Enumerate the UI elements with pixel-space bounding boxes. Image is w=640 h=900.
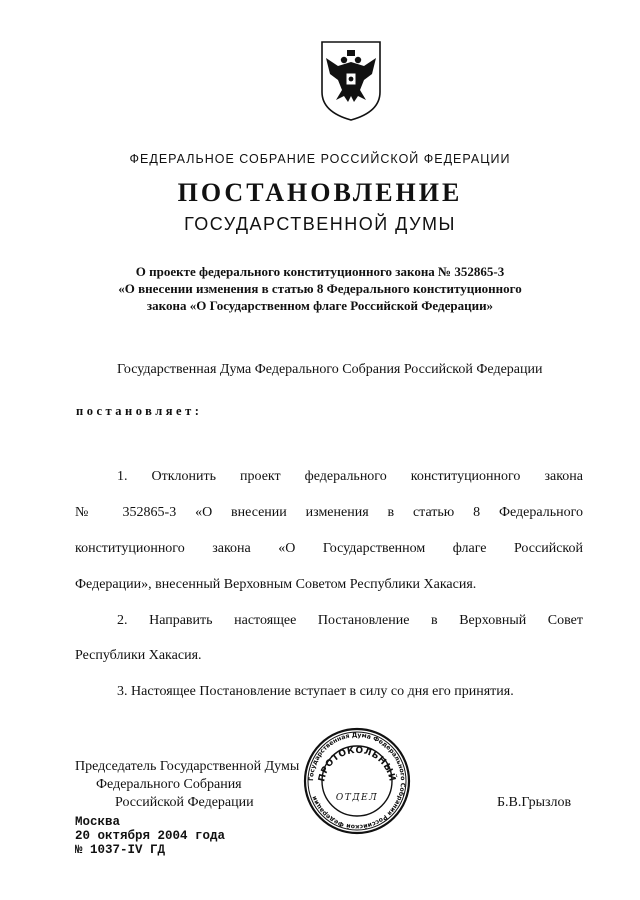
signatory-title-line: Российской Федерации [115,795,254,810]
item-1-line: конституционного закона «О Государственном флаге Российской [75,541,583,556]
place: Москва [75,815,121,829]
subject-line: «О внесении изменения в статью 8 Федерального конституционного [118,281,522,296]
item-1-line: Федерации», внесенный Верховным Советом Республики Хакасия. [75,577,477,592]
round-stamp-icon [302,726,412,836]
item-2-line: Республики Хакасия. [75,648,202,663]
stamp-center-text: ОТДЕЛ [335,793,379,803]
document-number: № 1037-IV ГД [75,843,166,857]
subject-line: закона «О Государственном флаге Российской Федерации» [146,298,494,313]
signatory-title-line: Федерального Собрания [96,777,242,792]
coat-of-arms-icon [320,40,382,122]
decree-word: постановляет: [76,404,203,418]
item-1-line: 1. Отклонить проект федерального конституционного закона [117,469,583,484]
date: 20 октября 2004 года [75,829,226,843]
item-3: 3. Настоящее Постановление вступает в силу со дня его принятия. [117,684,514,699]
document-type-title: ПОСТАНОВЛЕНИЕ [177,178,463,207]
signatory-title-line: Председатель Государственной Думы [75,759,300,774]
stamp-inner-text: ПРОТОКОЛЬНЫЙ [317,745,397,783]
document-issuer-subtitle: ГОСУДАРСТВЕННОЙ ДУМЫ [184,214,456,234]
signatory-name: Б.В.Грызлов [497,795,572,810]
item-2-line: 2. Направить настоящее Постановление в Верховный Совет [117,613,583,628]
stamp-outer-text: Государственная Дума Федерального Собрания Российской Федерации [307,731,407,831]
svg-text:ПРОТОКОЛЬНЫЙ [317,746,399,783]
organization-name: ФЕДЕРАЛЬНОЕ СОБРАНИЕ РОССИЙСКОЙ ФЕДЕРАЦИИ [129,152,511,166]
subject-line: О проекте федерального конституционного закона № 352865-3 [135,264,505,279]
item-1-line: № 352865-3 «О внесении изменения в статью 8 Федерального [75,505,583,520]
preamble: Государственная Дума Федерального Собрания Российской Федерации [117,362,543,377]
